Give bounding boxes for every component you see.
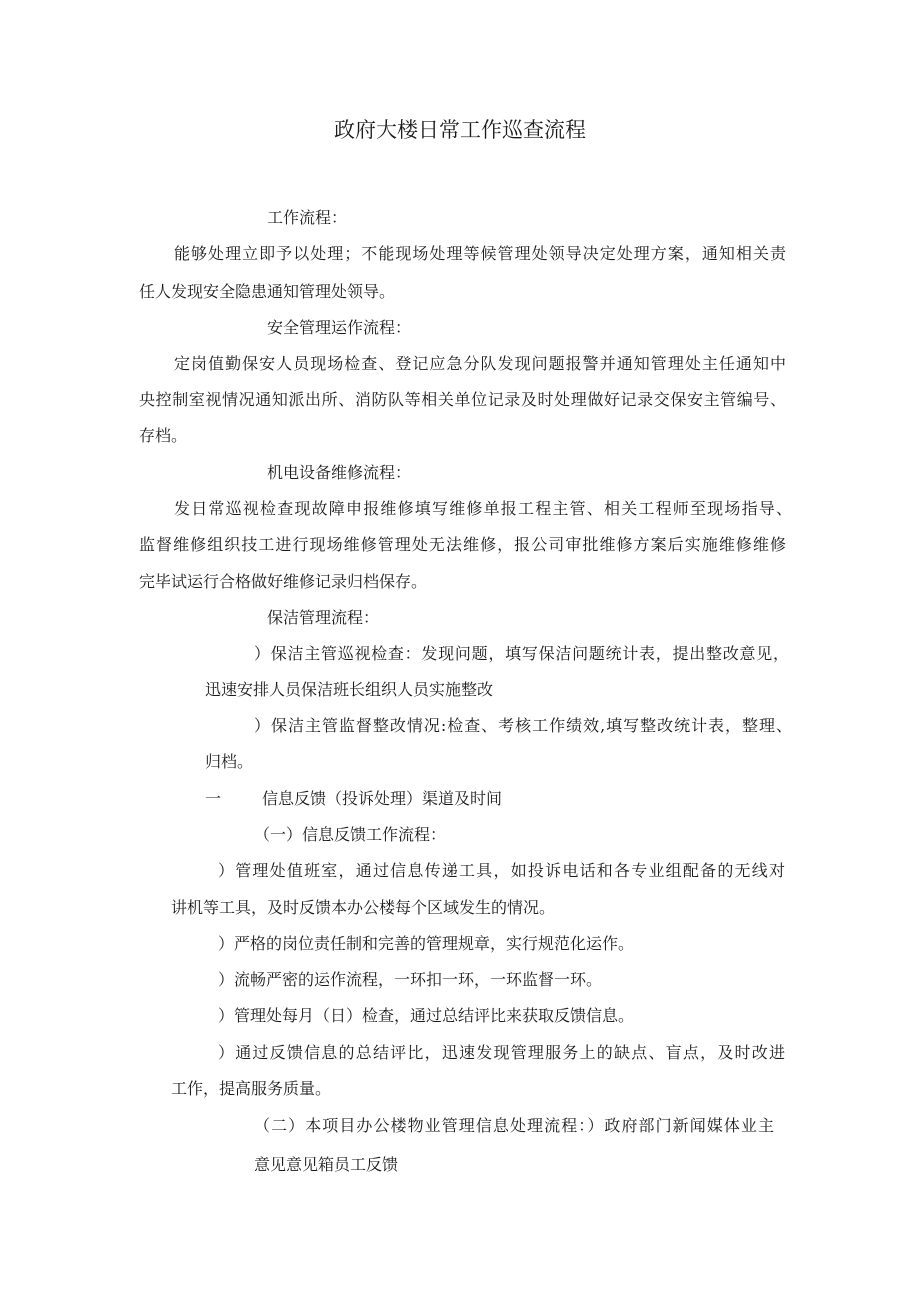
section-heading: 信息反馈（投诉处理）渠道及时间 [262, 789, 503, 808]
paragraph-line: 迅速安排人员保洁班长组织人员实施整改 [205, 680, 494, 699]
paragraph-line: 发日常巡视检查现故障申报维修填写维修单报工程主管、相关工程师至现场指导、 [174, 499, 792, 518]
paragraph-line: ）保洁主管巡视检查：发现问题，填写保洁问题统计表，提出整改意见， [254, 644, 789, 663]
paragraph-line: 归档。 [205, 752, 254, 771]
heading-cleaning-flow: 保洁管理流程： [267, 608, 380, 627]
paragraph-line: 任人发现安全隐患通知管理处领导。 [139, 282, 396, 301]
document-title: 政府大楼日常工作巡查流程 [334, 118, 586, 142]
paragraph-line: 能够处理立即予以处理；不能现场处理等候管理处领导决定处理方案，通知相关责 [174, 244, 786, 263]
section-number: 一 [205, 789, 222, 808]
paragraph-line: 存档。 [139, 426, 188, 445]
paragraph-line: ）管理处值班室，通过信息传递工具，如投诉电话和各专业组配备的无线对 [218, 861, 785, 880]
subsection-heading: （一）信息反馈工作流程： [254, 825, 447, 844]
paragraph-line: ）严格的岗位责任制和完善的管理规章，实行规范化运作。 [218, 934, 635, 953]
paragraph-line: 意见意见箱员工反馈 [254, 1155, 399, 1174]
paragraph-line: ）流畅严密的运作流程，一环扣一环，一环监督一环。 [218, 970, 603, 989]
paragraph-line: 完毕试运行合格做好维修记录归档保存。 [139, 572, 428, 591]
paragraph-line: 央控制室视情况通知派出所、消防队等相关单位记录及时处理做好记录交保安主管编号、 [139, 390, 786, 409]
paragraph-line: 工作，提高服务质量。 [171, 1079, 332, 1098]
paragraph-line: 定岗值勤保安人员现场检查、登记应急分队发现问题报警并通知管理处主任通知中 [174, 354, 786, 373]
paragraph-line: 监督维修组织技工进行现场维修管理处无法维修，报公司审批维修方案后实施维修维修 [139, 535, 786, 554]
subsection-heading: （二）本项目办公楼物业管理信息处理流程：）政府部门新闻媒体业主 [254, 1116, 774, 1135]
heading-workflow: 工作流程： [267, 208, 348, 227]
heading-maintenance-flow: 机电设备维修流程： [267, 463, 412, 482]
paragraph-line: 讲机等工具，及时反馈本办公楼每个区域发生的情况。 [171, 898, 556, 917]
paragraph-line: ）通过反馈信息的总结评比，迅速发现管理服务上的缺点、盲点，及时改进 [218, 1043, 785, 1062]
heading-security-flow: 安全管理运作流程： [267, 318, 412, 337]
paragraph-line: ）保洁主管监督整改情况:检查、考核工作绩效,填写整改统计表，整理、 [254, 716, 792, 735]
paragraph-line: ）管理处每月（日）检查，通过总结评比来获取反馈信息。 [218, 1006, 635, 1025]
